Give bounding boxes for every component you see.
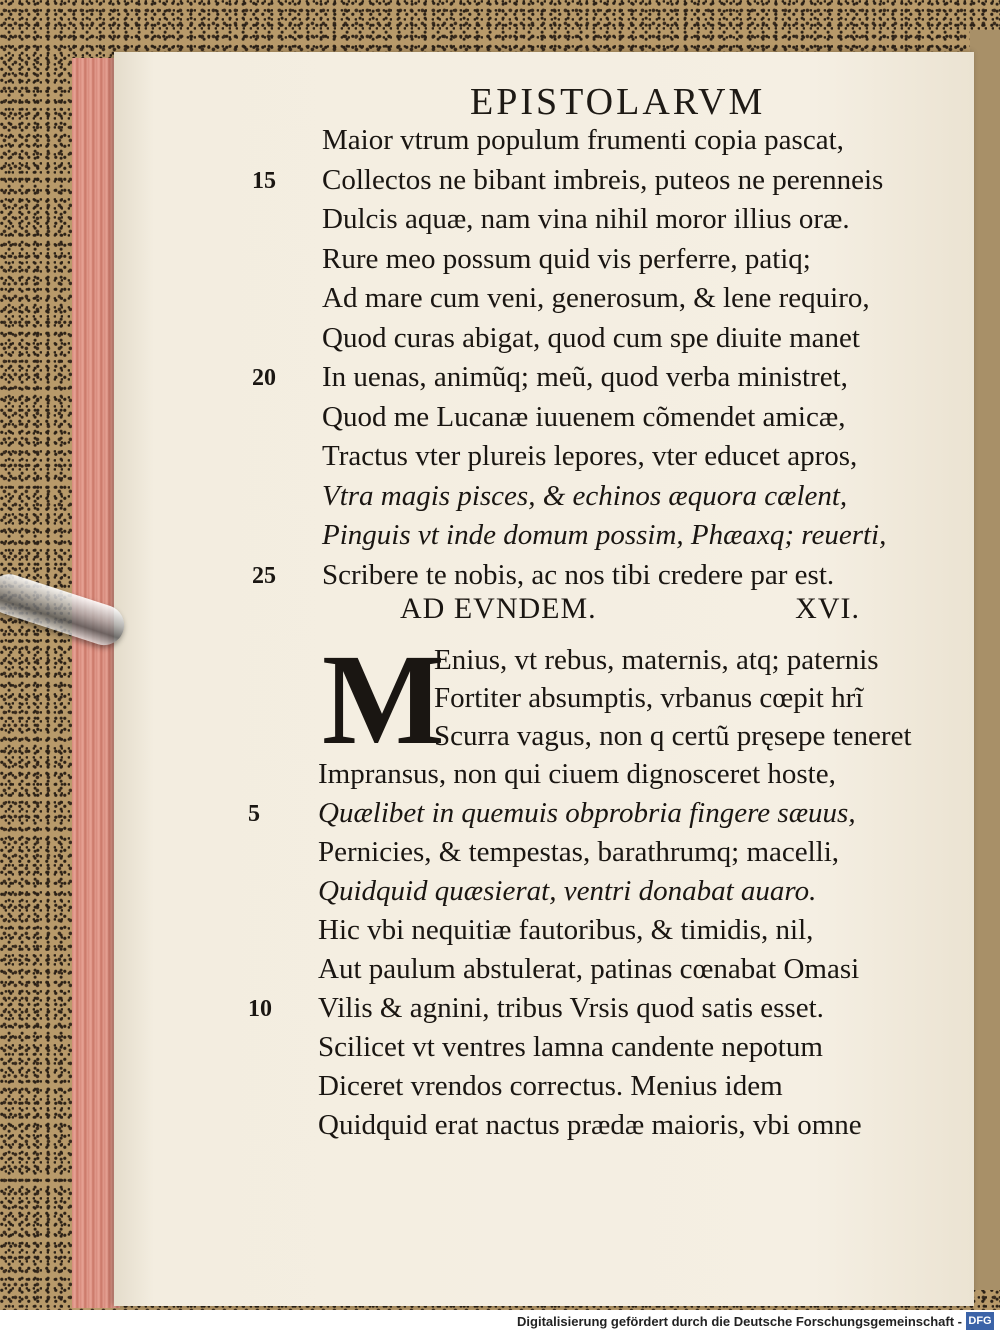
text-line: Maior vtrum populum frumenti copia pascat, (322, 124, 844, 156)
text-line: Tractus vter plureis lepores, vter educet apros, (322, 440, 858, 472)
text-line: Dulcis aquæ, nam vina nihil moror illius oræ. (322, 203, 850, 235)
line-number: 5 (248, 801, 260, 827)
text-line: Aut paulum abstulerat, patinas cœnabat Omasi (318, 953, 860, 985)
text-line: Pinguis vt inde domum possim, Phæaxq; reuerti, (322, 519, 887, 551)
red-page-edges (72, 58, 120, 1308)
line-number: 25 (252, 562, 276, 589)
text-line: Fortiter absumptis, vrbanus cœpit hrĩ (434, 682, 864, 714)
footer-bar (0, 1310, 1000, 1333)
text-line: Rure meo possum quid vis perferre, patiq; (322, 242, 811, 275)
drop-capital: M (322, 628, 445, 772)
footer-credit: Digitalisierung gefördert durch die Deutsche Forschungsgemeinschaft - (517, 1314, 962, 1329)
text-line: Quod me Lucanæ iuuenem cõmendet amicæ, (322, 400, 846, 433)
text-line: Ad mare cum veni, generosum, & lene requiro, (322, 282, 870, 314)
line-number: 10 (248, 996, 272, 1022)
section-number: XVI. (795, 592, 860, 625)
text-line: Vtra magis pisces, & echinos æquora cælent, (322, 479, 848, 512)
text-line: Scribere te nobis, ac nos tibi credere par est. (322, 558, 835, 591)
page-header: EPISTOLARVM (470, 81, 766, 123)
text-line: Vilis & agnini, tribus Vrsis quod satis esset. (318, 992, 824, 1024)
text-line: Quod curas abigat, quod cum spe diuite manet (322, 321, 860, 354)
text-line: Quælibet in quemuis obprobria fingere sæuus, (318, 797, 856, 829)
line-number: 15 (252, 167, 276, 194)
text-line: Hic vbi nequitiæ fautoribus, & timidis, nil, (318, 914, 814, 946)
text-line: Diceret vrendos correctus. Menius idem (318, 1070, 783, 1102)
text-line: Collectos ne bibant imbreis, puteos ne perenneis (322, 163, 884, 196)
text-line: Scurra vagus, non q certũ pręsepe teneret (434, 720, 912, 752)
text-line: In uenas, animũq; meũ, quod verba ministret, (322, 361, 848, 393)
text-line: Impransus, non qui ciuem dignosceret hoste, (318, 758, 836, 790)
text-line: Quidquid erat nactus prædæ maioris, vbi omne (318, 1109, 862, 1141)
text-line: Scilicet vt ventres lamna candente nepotum (318, 1031, 823, 1063)
section-heading (400, 592, 860, 626)
book-cover-edge (970, 30, 1000, 1290)
text-line: Enius, vt rebus, maternis, atq; paternis (434, 644, 879, 676)
section-title: AD EVNDEM. (400, 592, 597, 625)
text-line: Pernicies, & tempestas, barathrumq; macelli, (318, 836, 840, 868)
line-number: 20 (252, 365, 276, 391)
text-line: Quidquid quæsierat, ventri donabat auaro. (318, 875, 817, 907)
dfg-logo: DFG (966, 1312, 994, 1330)
